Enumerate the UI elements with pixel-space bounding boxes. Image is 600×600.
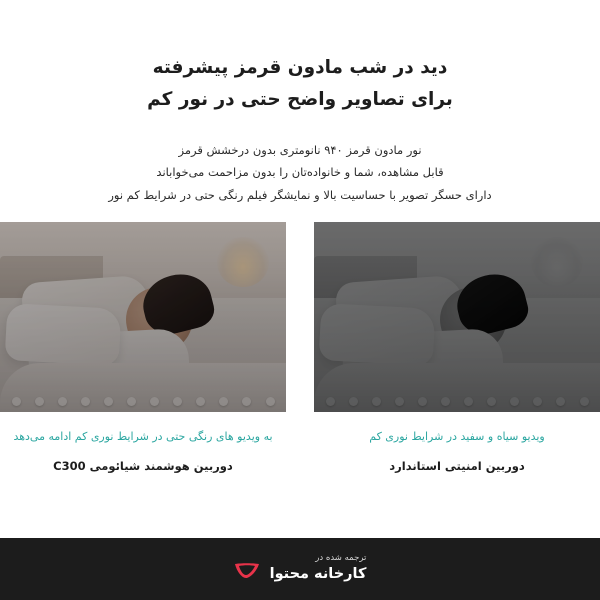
caption-right <box>0 428 286 475</box>
caption-right-feature: به ویدیو های رنگی حتی در شرایط نوری کم ادامه می‌دهد <box>13 430 273 443</box>
headline-line-1: دید در شب مادون قرمز پیشرفته <box>152 57 448 78</box>
caption-right-device: دوربین هوشمند شیائومی C300 <box>53 458 233 473</box>
page-title <box>0 0 600 117</box>
subcopy-line-2: قابل مشاهده، شما و خانواده‌تان را بدون مزاحمت می‌خواباند <box>156 165 444 180</box>
comparison-divider <box>286 222 300 412</box>
footer-bar <box>0 538 600 600</box>
lowlight-tint-right <box>0 222 286 412</box>
comparison-image-left <box>314 222 600 412</box>
image-comparison <box>0 222 600 412</box>
caption-left-device: دوربین امنیتی استاندارد <box>389 458 525 473</box>
caption-left-feature: ویدیو سیاه و سفید در شرایط نوری کم <box>369 430 545 443</box>
subcopy-block <box>0 139 600 206</box>
swoosh-logo-icon <box>234 556 260 582</box>
headline-line-2: برای تصاویر واضح حتی در نور کم <box>147 89 453 111</box>
lowlight-tint-left <box>314 222 600 412</box>
comparison-captions <box>0 428 600 475</box>
subcopy-line-3: دارای حسگر تصویر با حساسیت بالا و نمایشگر فیلم رنگی حتی در شرایط کم نور <box>108 187 492 202</box>
footer-small-label: ترجمه شده در <box>315 553 367 564</box>
footer-brand-name: کارخانه محتوا <box>269 565 367 582</box>
subcopy-line-1: نور مادون قرمز ۹۴۰ نانومتری بدون درخشش قرمز <box>178 142 422 157</box>
comparison-image-right <box>0 222 286 412</box>
caption-left <box>314 428 600 475</box>
footer-text <box>270 553 367 584</box>
